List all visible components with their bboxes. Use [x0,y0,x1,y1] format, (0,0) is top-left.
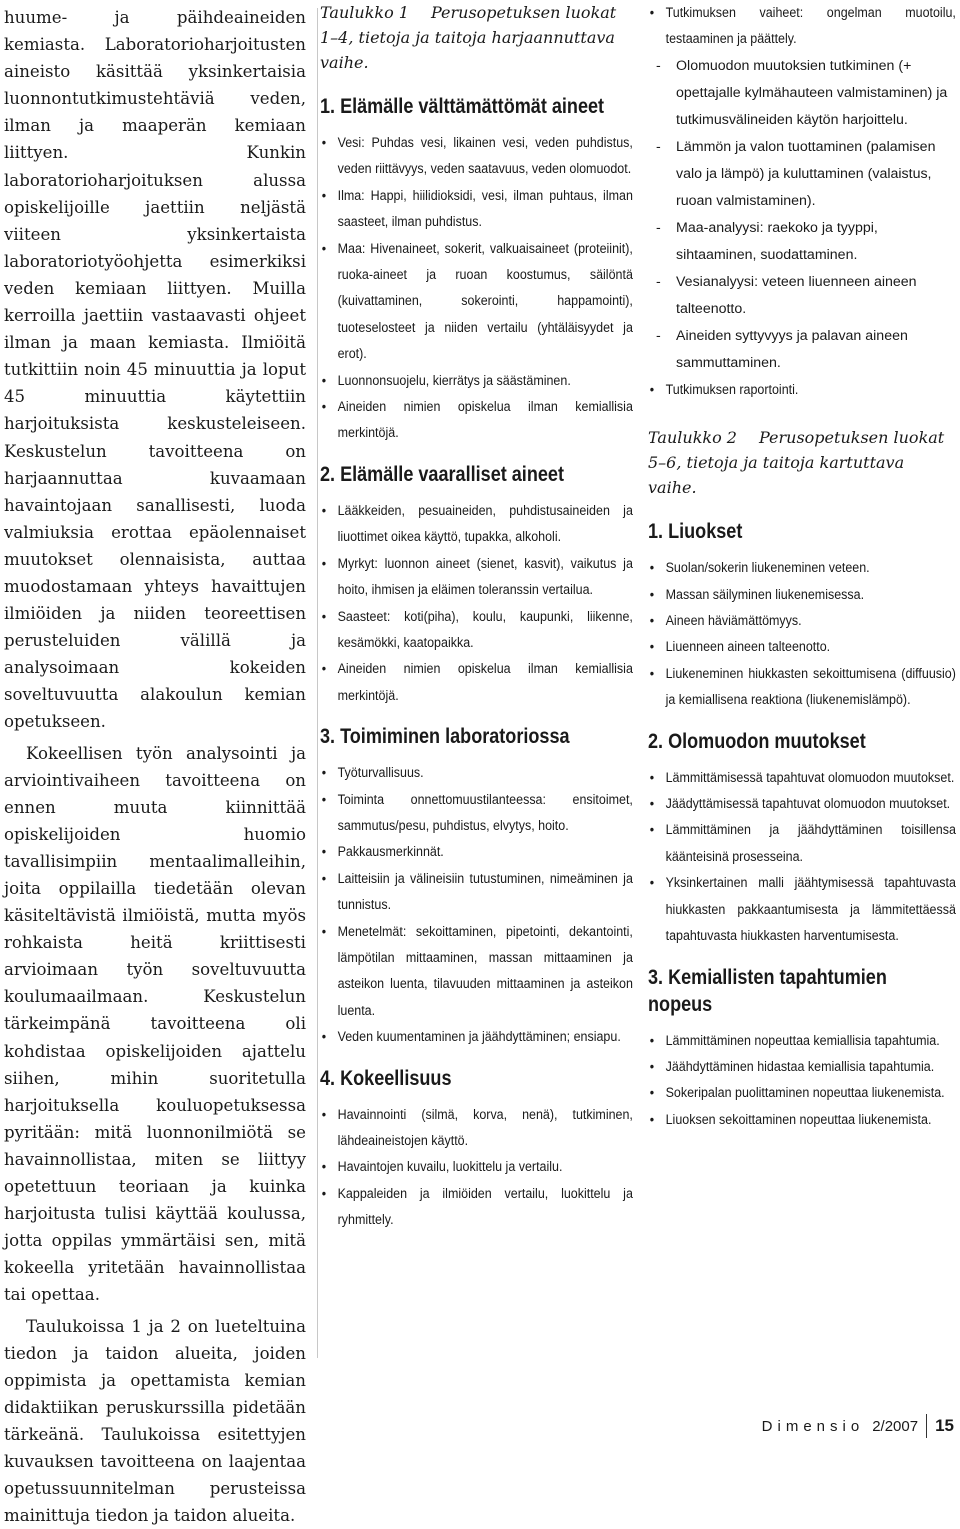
bullet-icon: • [650,608,654,634]
list-item: • Yksinkertainen malli jäähtymisessä tapahtuvasta hiukkasten pakkaantumisesta ja lämmitettäessä tapahtuvasta hiukkasten harventumisesta. [648,870,956,949]
bullet-icon: • [322,656,326,682]
bullet-icon: • [322,236,326,262]
bullet-list [648,1028,956,1134]
list-item: • Kappaleiden ja ilmiöiden vertailu, luokittelu ja ryhmittely. [320,1181,633,1234]
issue-number: 2/2007 [872,1418,918,1435]
list-item: • Lääkkeiden, pesuaineiden, puhdistusaineiden ja liuottimet oikea käyttö, tupakka, alkoholi. [320,498,633,551]
section-heading: 1. Liuokset [648,518,955,545]
bullet-icon: • [322,1181,326,1207]
bullet-list [648,0,956,53]
section-heading: 2. Olomuodon muutokset [648,728,955,755]
list-item: • Maa: Hivenaineet, sokerit, valkuaisaineet (proteiinit), ruoka-aineet ja ruoan koostumus, säilöntä (kuivattaminen, sokerointi, happamointi), tuoteselosteet ja niiden vertailu (yhtäläisyydet ja erot). [320,236,633,368]
dash-icon: - [656,215,661,242]
bullet-icon: • [650,0,654,26]
list-item: • Massan säilyminen liukenemisessa. [648,582,956,608]
body-paragraph: Taulukoissa 1 ja 2 on lueteltuina tiedon ja taidon alueita, joiden oppimista ja opettamista kemian didaktiikan peruskurssilla pidetään tärkeänä. Taulukoissa esitettyjen kuvauksen tavoitteena on laajentaa opetussuunnitelman perusteissa mainittuja tiedon ja taidon alueita. [4,1309,306,1529]
bullet-icon: • [322,866,326,892]
bullet-icon: • [650,791,654,817]
dash-list [648,53,956,377]
bullet-icon: • [322,183,326,209]
bullet-icon: • [650,765,654,791]
footer-divider [926,1414,927,1438]
section-heading: 3. Toimiminen laboratoriossa [320,723,632,750]
table-1-caption-text: Perusopetuksen luokat 1–4, tietoja ja taitoja harjaannuttava vaihe. [320,3,616,72]
section-heading: 2. Elämälle vaaralliset aineet [320,461,632,488]
bullet-icon: • [322,919,326,945]
bullet-icon: • [650,661,654,687]
dash-item: - Olomuodon muutoksien tutkiminen (+ opettajalle kylmähauteen valmistaminen) ja tutkimusvälineiden käytön harjoittelu. [656,53,956,134]
bullet-icon: • [322,130,326,156]
list-item: • Pakkausmerkinnät. [320,839,633,865]
bullet-icon: • [322,394,326,420]
section-heading: 1. Elämälle välttämättömät aineet [320,93,632,120]
dash-item: - Vesianalyysi: veteen liuenneen aineen talteenotto. [656,269,956,323]
dash-icon: - [656,53,661,80]
dash-icon: - [656,134,661,161]
list-item: • Liuenneen aineen talteenotto. [648,634,956,660]
dash-item: - Aineiden syttyvyys ja palavan aineen sammuttaminen. [656,323,956,377]
list-item: • Sokeripalan puolittaminen nopeuttaa liukenemista. [648,1080,956,1106]
list-item: • Myrkyt: luonnon aineet (sienet, kasvit), vaikutus ja hoito, ihmisen ja eläimen toleranssin vertailua. [320,551,633,604]
bullet-icon: • [650,1028,654,1054]
list-item: • Lämmittäminen ja jäähdyttäminen toisillensa käänteisinä prosesseina. [648,817,956,870]
body-paragraph: Kokeellisen työn analysointi ja arviointivaiheen tavoitteena on ennen muuta kiinnittää opiskelijoiden huomio tavallisimpiin mentaalimalleihin, joita oppilailla tiedetään olevan käsiteltävistä ilmiöistä, mutta myös rohkaista heitä kriittisesti arvioimaan työn soveltuvuutta koulumaailmaan. Keskustelun tärkeimpänä tavoitteena oli kohdistaa opiskelijoiden ajattelu siihen, mihin suoritetulla harjoituksella kouluopetuksessa pyritään: mitä luonnonilmiötä se havainnollistaa, miten se liittyy opetettuun teoriaan ja kuinka harjoitusta tulisi käyttää koulussa, jotta oppilas ymmärtäisi sen, mitä kokeella yritetään havainnollistaa tai opettaa. [4,736,306,1309]
bullet-list [320,760,633,1050]
table-2-caption [648,425,956,500]
bullet-list [648,765,956,950]
list-item: • Saasteet: koti(piha), koulu, kaupunki, liikenne, kesämökki, kaatopaikka. [320,604,633,657]
bullet-list [320,130,633,447]
list-item: • Liukeneminen hiukkasten sekoittumisena (diffuusio) ja kemiallisena reaktiona (liukenemislämpö). [648,661,956,714]
bullet-icon: • [650,870,654,896]
bullet-icon: • [650,817,654,843]
list-item: • Havaintojen kuvailu, luokittelu ja vertailu. [320,1154,633,1180]
bullet-list [648,555,956,713]
list-item: • Lämmittämisessä tapahtuvat olomuodon muutokset. [648,765,956,791]
bullet-icon: • [322,551,326,577]
bullet-list [648,377,956,403]
list-item: • Aineiden nimien opiskelua ilman kemiallisia merkintöjä. [320,394,633,447]
bullet-icon: • [322,498,326,524]
dash-item: - Lämmön ja valon tuottaminen (palamisen valo ja lämpö) ja kuluttaminen (valaistus, ruoan valmistaminen). [656,134,956,215]
bullet-icon: • [322,760,326,786]
list-item: • Lämmittäminen nopeuttaa kemiallisia tapahtumia. [648,1028,956,1054]
magazine-name: Dimensio [762,1418,865,1435]
bullet-icon: • [650,1107,654,1133]
bullet-icon: • [322,1024,326,1050]
bullet-icon: • [650,1054,654,1080]
list-item: • Ilma: Happi, hiilidioksidi, vesi, ilman puhtaus, ilman saasteet, ilman puhdistus. [320,183,633,236]
list-item: • Työturvallisuus. [320,760,633,786]
list-item: • Toiminta onnettomuustilanteessa: ensitoimet, sammutus/pesu, puhdistus, elvytys, hoito. [320,787,633,840]
dash-icon: - [656,323,661,350]
dash-icon: - [656,269,661,296]
bullet-icon: • [322,368,326,394]
column-divider [317,8,318,1358]
list-item: • Suolan/sokerin liukeneminen veteen. [648,555,956,581]
list-item: • Tutkimuksen vaiheet: ongelman muotoilu, testaaminen ja päättely. [648,0,956,53]
bullet-icon: • [650,1080,654,1106]
page-number: 15 [935,1416,954,1436]
table-1-label: Taulukko 1 [320,3,409,22]
bullet-icon: • [322,839,326,865]
section-heading: 4. Kokeellisuus [320,1065,632,1092]
section-heading: 3. Kemiallisten tapahtumien nopeus [648,964,955,1018]
bullet-list [320,1102,633,1234]
list-item: • Vesi: Puhdas vesi, likainen vesi, veden puhdistus, veden riittävyys, veden saatavuus, veden olomuodot. [320,130,633,183]
table-1-column [320,0,633,1244]
bullet-icon: • [650,582,654,608]
table-2-label: Taulukko 2 [648,428,737,447]
list-item: • Veden kuumentaminen ja jäähdyttäminen; ensiapu. [320,1024,633,1050]
bullet-icon: • [322,787,326,813]
list-item: • Aineen häviämättömyys. [648,608,956,634]
bullet-icon: • [322,1154,326,1180]
list-item: • Jäädyttämisessä tapahtuvat olomuodon muutokset. [648,791,956,817]
bullet-icon: • [322,1102,326,1128]
list-item: • Laitteisiin ja välineisiin tutustuminen, nimeäminen ja tunnistus. [320,866,633,919]
body-text-column [4,0,306,1529]
list-item: • Aineiden nimien opiskelua ilman kemiallisia merkintöjä. [320,656,633,709]
list-item: • Menetelmät: sekoittaminen, pipetointi, dekantointi, lämpötilan mittaaminen, massan mittaaminen ja asteikon luenta, tilavuuden mittaaminen ja asteikon luenta. [320,919,633,1025]
bullet-icon: • [650,377,654,403]
list-item: • Luonnonsuojelu, kierrätys ja säästäminen. [320,368,633,394]
bullet-list [320,498,633,709]
dash-item: - Maa-analyysi: raekoko ja tyyppi, sihtaaminen, suodattaminen. [656,215,956,269]
list-item: • Tutkimuksen raportointi. [648,377,956,403]
list-item: • Jäähdyttäminen hidastaa kemiallisia tapahtumia. [648,1054,956,1080]
body-paragraph: huume- ja päihdeaineiden kemiasta. Laboratorioharjoitusten aineisto käsittää yksinkertaisia luonnontutkimustehtäviä veden, ilman ja maaperän kemiaan liittyen. Kunkin laboratorioharjoituksen alussa opiskelijoille jaettiin neljästä viiteen yksinkertaista laboratoriotyöohjetta esimerkiksi veden kemiaan liittyen. Muilla kerroilla jaettiin vastaavasti ohjeet ilman ja maan kemiasta. Ilmiöitä tutkittiin noin 45 minuuttia ja loput 45 minuuttia käytettiin harjoituksista keskusteleiseen. Keskustelun tavoitteena on harjaannuttaa kuvaamaan havaintojaan sanallisesti, luoda valmiuksia erottaa epäolennaiset muutokset olennaisista, auttaa muodostamaan yhteys havaittujen ilmiöiden ja niiden teoreettisen perusteluiden välillä ja analysoimaan kokeiden soveltuvuutta alakoulun kemian opetukseen. [4,0,306,736]
list-item: • Havainnointi (silmä, korva, nenä), tutkiminen, lähdeaineistojen käyttö. [320,1102,633,1155]
table-2-column [648,0,956,1143]
table-1-caption [320,0,633,75]
table-2-caption-text: Perusopetuksen luokat 5–6, tietoja ja taitoja kartuttava vaihe. [648,428,944,497]
bullet-icon: • [650,634,654,660]
page-footer [762,1414,954,1438]
bullet-icon: • [322,604,326,630]
bullet-icon: • [650,555,654,581]
list-item: • Liuoksen sekoittaminen nopeuttaa liukenemista. [648,1107,956,1133]
